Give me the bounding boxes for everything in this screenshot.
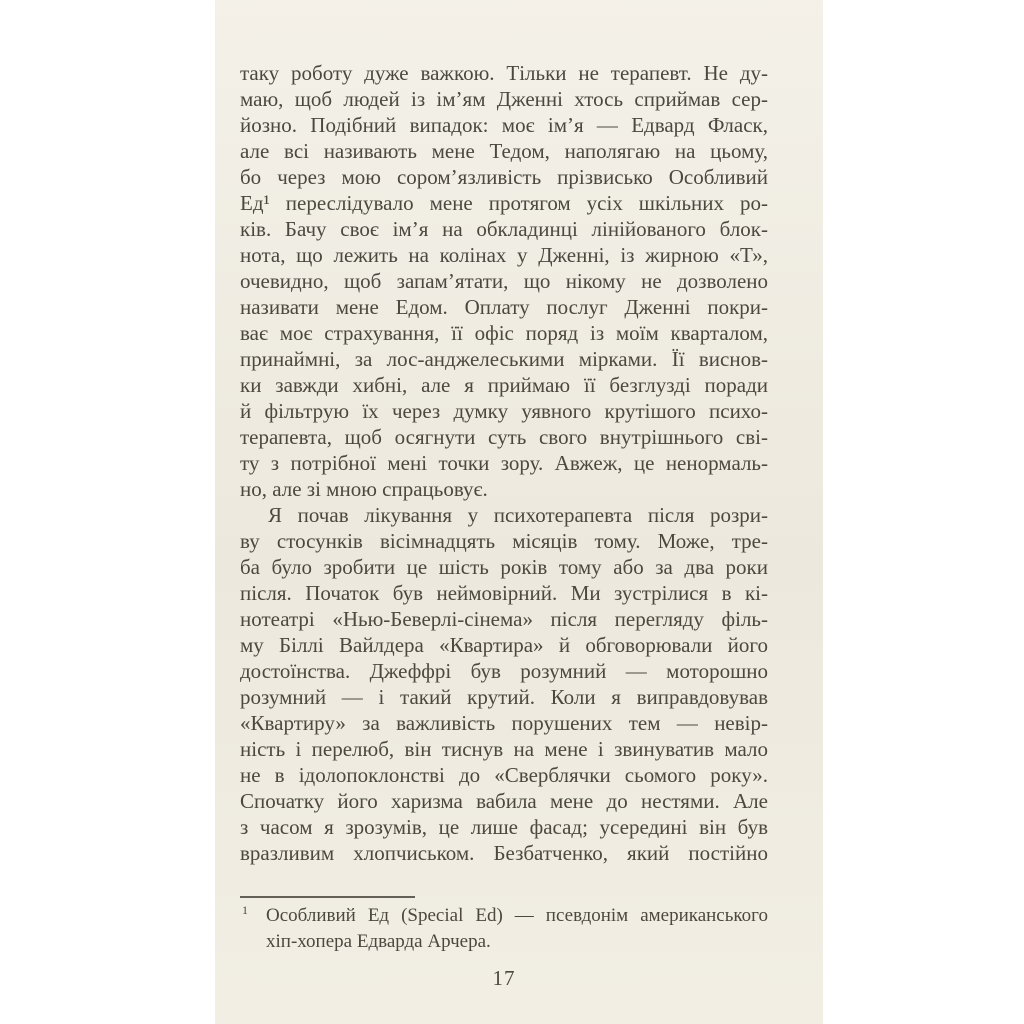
page-number: 17	[492, 966, 516, 990]
paragraph-2	[240, 502, 768, 866]
text-line: але всі називають мене Тедом, наполягаю на цьому,	[240, 139, 768, 163]
text-line: не в ідолопоклонстві до «Сверблячки сьомого року».	[240, 763, 768, 787]
text-line: нота, що лежить на колінах у Дженні, із жирною «Т»,	[240, 243, 768, 267]
text-line: з часом я зрозумів, це лише фасад; усередині він був	[240, 815, 768, 839]
footnote-line: Особливий Ед (Special Ed) — псевдонім американського	[266, 905, 768, 926]
text-line: й фільтрую їх через думку уявного крутішого психо-	[240, 399, 768, 423]
text-line: ву стосунків вісімнадцять місяців тому. Може, тре-	[240, 529, 768, 553]
text-line: називати мене Едом. Оплату послуг Дженні покри-	[240, 295, 768, 319]
text-line: «Квартиру» за важливість порушених тем — невір-	[240, 711, 768, 735]
text-line: ки завжди хибні, але я приймаю її безглузді поради	[240, 373, 768, 397]
footnote	[240, 896, 768, 955]
paragraph-1	[240, 60, 768, 502]
text-line: Спочатку його харизма вабила мене до нестями. Але	[240, 789, 768, 813]
text-line: розумний — і такий крутий. Коли я виправдовував	[240, 685, 768, 709]
text-line: ває моє страхування, її офіс поряд із моїм кварталом,	[240, 321, 768, 345]
footnote-body	[240, 903, 768, 955]
text-line: му Біллі Вайлдера «Квартира» й обговорювали його	[240, 633, 768, 657]
text-line: після. Початок був неймовірний. Ми зустрілися в кі-	[240, 581, 768, 605]
footnote-marker: 1	[242, 903, 248, 917]
text-line: Я почав лікування у психотерапевта після розри-	[268, 503, 768, 527]
text-line: бо через мою сором’язливість прізвисько Особливий	[240, 165, 768, 189]
text-line: йозно. Подібний випадок: моє ім’я — Едвард Фласк,	[240, 113, 768, 137]
text-line: таку роботу дуже важкою. Тільки не терапевт. Не ду-	[240, 61, 768, 85]
text-line: Ед¹ переслідувало мене протягом усіх шкільних ро-	[240, 191, 768, 215]
text-line: маю, щоб людей із ім’ям Дженні хтось сприймав сер-	[240, 87, 768, 111]
text-line: вразливим хлопчиськом. Безбатченко, який постійно	[240, 841, 768, 865]
text-line: ба було зробити це шість років тому або за два роки	[240, 555, 768, 579]
footnote-text	[240, 903, 768, 955]
text-line: нотеатрі «Нью-Беверлі-сінема» після перегляду філь-	[240, 607, 768, 631]
text-line: ків. Бачу своє ім’я на обкладинці лінійованого блок-	[240, 217, 768, 241]
book-page	[215, 0, 823, 1024]
text-line: ту з потрібної мені точки зору. Авжеж, це ненормаль-	[240, 451, 768, 475]
text-line: принаймні, за лос-анджелеськими мірками. Її виснов-	[240, 347, 768, 371]
text-line: терапевта, щоб осягнути суть свого внутрішнього сві-	[240, 425, 768, 449]
footnote-line: хіп-хопера Едварда Арчера.	[266, 931, 491, 952]
text-line: достоїнства. Джеффрі був розумний — моторошно	[240, 659, 768, 683]
text-line: но, але зі мною спрацьовує.	[240, 477, 488, 501]
footnote-separator-rule	[240, 896, 415, 898]
text-block	[240, 60, 768, 866]
text-line: ність і перелюб, він тиснув на мене і звинуватив мало	[240, 737, 768, 761]
text-line: очевидно, щоб запам’ятати, що нікому не дозволено	[240, 269, 768, 293]
